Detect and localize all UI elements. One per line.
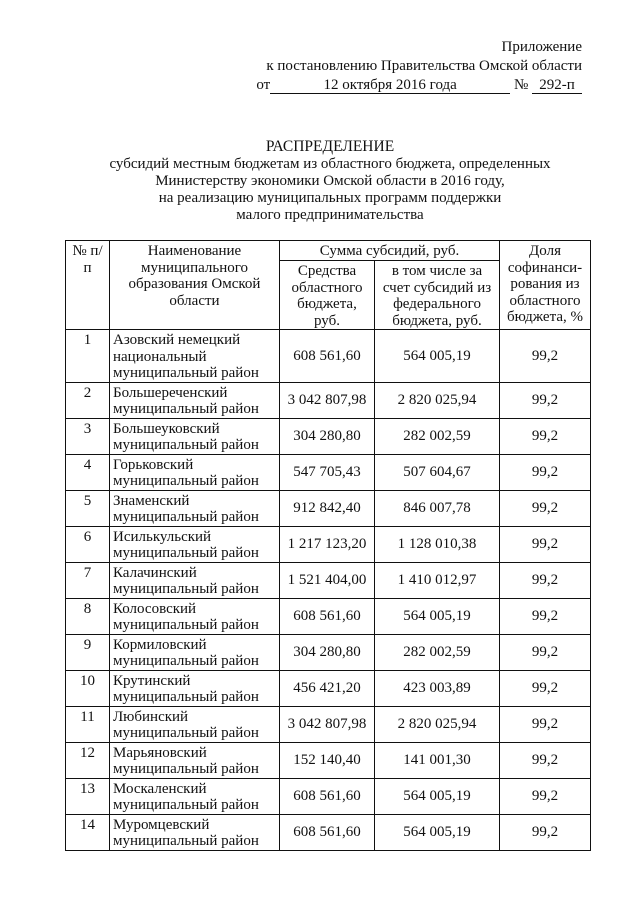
regional-amount: 1 217 123,20 [280,526,375,562]
title-line-3: на реализацию муниципальных программ поддержки [158,190,502,206]
table-row [66,706,591,742]
table-row [66,598,591,634]
header-sum: Сумма субсидий, руб. [280,241,500,261]
header-share: Доля софинанси-рования из областного бюджета, % [500,241,591,330]
municipality-name: Москаленский муниципальный район [110,778,280,814]
document-title [60,138,600,224]
regional-amount: 912 842,40 [280,490,375,526]
municipality-name: Марьяновский муниципальный район [110,742,280,778]
table-row [66,814,591,850]
share-percent: 99,2 [500,706,591,742]
municipality-name: Большеуковский муниципальный район [110,418,280,454]
municipality-name: Азовский немецкий национальный муниципальный район [110,330,280,383]
municipality-name: Кормиловский муниципальный район [110,634,280,670]
share-percent: 99,2 [500,742,591,778]
resolution-date: 12 октября 2016 года [270,77,510,94]
table-row [66,670,591,706]
subsidy-table [65,240,591,851]
federal-amount: 564 005,19 [375,814,500,850]
federal-amount: 2 820 025,94 [375,382,500,418]
federal-amount: 141 001,30 [375,742,500,778]
municipality-name: Муромцевский муниципальный район [110,814,280,850]
share-percent: 99,2 [500,330,591,383]
table-row [66,778,591,814]
federal-amount: 846 007,78 [375,490,500,526]
row-number: 14 [66,814,110,850]
row-number: 6 [66,526,110,562]
title-heading: РАСПРЕДЕЛЕНИЕ [265,138,395,155]
table-row [66,330,591,383]
federal-amount: 564 005,19 [375,778,500,814]
municipality-name: Колосовский муниципальный район [110,598,280,634]
table-row [66,418,591,454]
federal-amount: 507 604,67 [375,454,500,490]
regional-amount: 608 561,60 [280,598,375,634]
regional-amount: 152 140,40 [280,742,375,778]
federal-amount: 2 820 025,94 [375,706,500,742]
federal-amount: 282 002,59 [375,634,500,670]
row-number: 4 [66,454,110,490]
header-num: № п/п [66,241,110,330]
regional-amount: 3 042 807,98 [280,382,375,418]
number-label: № [513,77,529,93]
row-number: 13 [66,778,110,814]
row-number: 3 [66,418,110,454]
table-row [66,526,591,562]
title-line-1: субсидий местным бюджетам из областного бюджета, определенных [109,156,551,172]
federal-amount: 423 003,89 [375,670,500,706]
federal-amount: 1 410 012,97 [375,562,500,598]
table-body [66,330,591,851]
federal-amount: 564 005,19 [375,598,500,634]
row-number: 5 [66,490,110,526]
share-percent: 99,2 [500,814,591,850]
row-number: 9 [66,634,110,670]
header-regional: Средства областного бюджета, руб. [280,261,375,330]
share-percent: 99,2 [500,670,591,706]
share-percent: 99,2 [500,634,591,670]
regional-amount: 3 042 807,98 [280,706,375,742]
regional-amount: 304 280,80 [280,634,375,670]
appendix-header [242,38,582,95]
table-row [66,454,591,490]
share-percent: 99,2 [500,490,591,526]
share-percent: 99,2 [500,526,591,562]
regional-amount: 456 421,20 [280,670,375,706]
table-row [66,634,591,670]
table-row [66,742,591,778]
header-name: Наименование муниципального образования Омской области [110,241,280,330]
share-percent: 99,2 [500,598,591,634]
title-line-2: Министерству экономики Омской области в 2016 году, [155,173,505,189]
regional-amount: 304 280,80 [280,418,375,454]
row-number: 8 [66,598,110,634]
federal-amount: 564 005,19 [375,330,500,383]
resolution-reference: к постановлению Правительства Омской области [266,58,582,74]
from-label: от [256,77,271,93]
header-federal: в том числе за счет субсидий из федерального бюджета, руб. [375,261,500,330]
share-percent: 99,2 [500,778,591,814]
municipality-name: Калачинский муниципальный район [110,562,280,598]
appendix-label: Приложение [501,39,582,55]
regional-amount: 547 705,43 [280,454,375,490]
row-number: 7 [66,562,110,598]
regional-amount: 608 561,60 [280,778,375,814]
regional-amount: 1 521 404,00 [280,562,375,598]
regional-amount: 608 561,60 [280,330,375,383]
table-row [66,562,591,598]
share-percent: 99,2 [500,418,591,454]
table-row [66,382,591,418]
municipality-name: Крутинский муниципальный район [110,670,280,706]
resolution-date-number [242,76,582,95]
municipality-name: Любинский муниципальный район [110,706,280,742]
share-percent: 99,2 [500,562,591,598]
municipality-name: Горьковский муниципальный район [110,454,280,490]
share-percent: 99,2 [500,454,591,490]
federal-amount: 1 128 010,38 [375,526,500,562]
regional-amount: 608 561,60 [280,814,375,850]
row-number: 12 [66,742,110,778]
resolution-number: 292-п [532,77,582,94]
title-line-4: малого предпринимательства [236,207,424,223]
row-number: 1 [66,330,110,383]
row-number: 10 [66,670,110,706]
federal-amount: 282 002,59 [375,418,500,454]
municipality-name: Исилькульский муниципальный район [110,526,280,562]
table-row [66,490,591,526]
municipality-name: Знаменский муниципальный район [110,490,280,526]
share-percent: 99,2 [500,382,591,418]
row-number: 11 [66,706,110,742]
row-number: 2 [66,382,110,418]
municipality-name: Большереченский муниципальный район [110,382,280,418]
